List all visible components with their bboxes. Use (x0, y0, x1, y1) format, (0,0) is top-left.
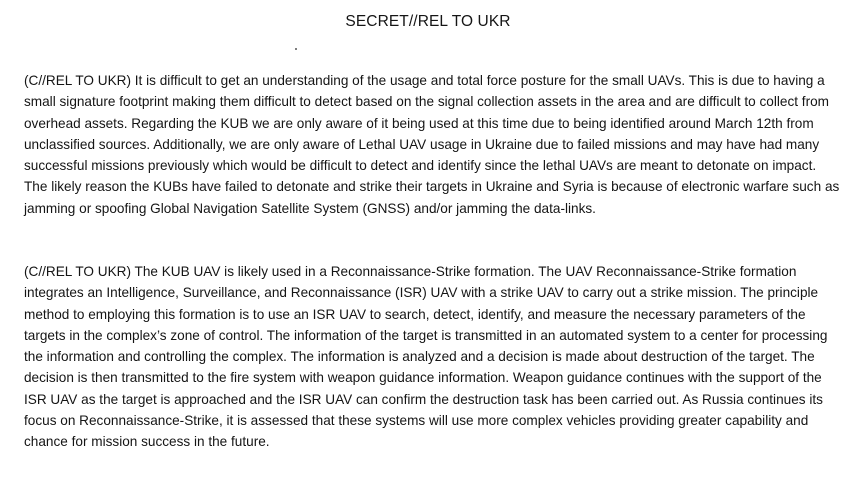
scan-speck (295, 48, 297, 50)
paragraph-1: (C//REL TO UKR) It is difficult to get an understanding of the usage and total force posture for the small UAVs. This is due to having a small signature footprint making them difficult to detect based on the signal collection assets in the area and are difficult to collect from overhead assets. Regarding the KUB we are only aware of it being used at this time due to being identified around March 12th from unclassified sources. Additionally, we are only aware of Lethal UAV usage in Ukraine due to failed missions and may have had many successful missions previously which would be difficult to detect and identify since the lethal UAVs are meant to detonate on impact. The likely reason the KUBs have failed to detonate and strike their targets in Ukraine and Syria is because of electronic warfare such as jamming or spoofing Global Navigation Satellite System (GNSS) and/or jamming the data-links. (24, 73, 840, 216)
classification-header: SECRET//REL TO UKR (345, 13, 511, 30)
paragraph-2: (C//REL TO UKR) The KUB UAV is likely used in a Reconnaissance-Strike formation. The UAV Reconnaissance-Strike formation integrates an Intelligence, Surveillance, and Reconnaissance (ISR) UAV with a strike UAV to carry out a strike mission. The principle method to employing this formation is to use an ISR UAV to search, detect, identify, and measure the necessary parameters of the targets in the complex’s zone of control. The information of the target is transmitted in an automated system to a center for processing the information and controlling the complex. The information is analyzed and a decision is made about destruction of the target. The decision is then transmitted to the fire system with weapon guidance information. Weapon guidance continues with the support of the ISR UAV as the target is approached and the ISR UAV can confirm the destruction task has been carried out. As Russia continues its focus on Reconnaissance-Strike, it is assessed that these systems will use more complex vehicles providing greater capability and chance for mission success in the future. (24, 264, 828, 450)
